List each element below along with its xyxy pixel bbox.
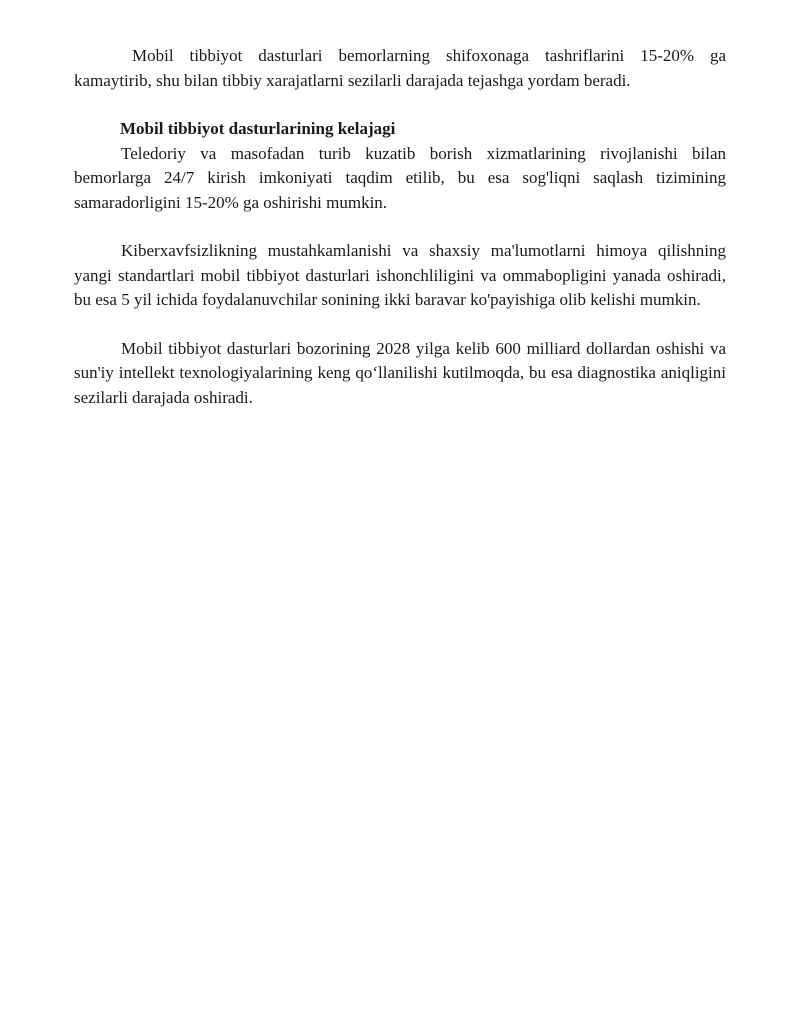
paragraph-telemedicine: Teledoriy va masofadan turib kuzatib borish xizmatlarining rivojlanishi bilan bemorlarga 24/7 kirish imkoniyati taqdim etilib, bu esa sog'liqni saqlash tizimining samaradorligini 15-20% ga oshirishi mumkin. — [74, 143, 726, 212]
paragraph-cybersecurity: Kiberxavfsizlikning mustahkamlanishi va shaxsiy ma'lumotlarni himoya qilishning yangi standartlari mobil tibbiyot dasturlari ishonchliligini va ommabopligini yanada oshiradi, bu esa 5 yil ichida foydalanuvchilar sonining ikki baravar ko'payishiga olib kelishi mumkin. — [74, 241, 726, 309]
document-body — [74, 44, 726, 410]
paragraph-market-forecast: Mobil tibbiyot dasturlari bozorining 2028 yilga kelib 600 milliard dollardan oshishi va sun'iy intellekt texnologiyalarining keng qo‘llanilishi kutilmoqda, bu esa diagnostika aniqligini sezilarli darajada oshiradi. — [74, 338, 726, 407]
section-heading: Mobil tibbiyot dasturlarining kelajagi — [120, 119, 396, 138]
intro-paragraph: Mobil tibbiyot dasturlari bemorlarning shifoxonaga tashriflarini 15-20% ga kamaytirib, shu bilan tibbiy xarajatlarni sezilarli darajada tejashga yordam beradi. — [74, 46, 726, 90]
